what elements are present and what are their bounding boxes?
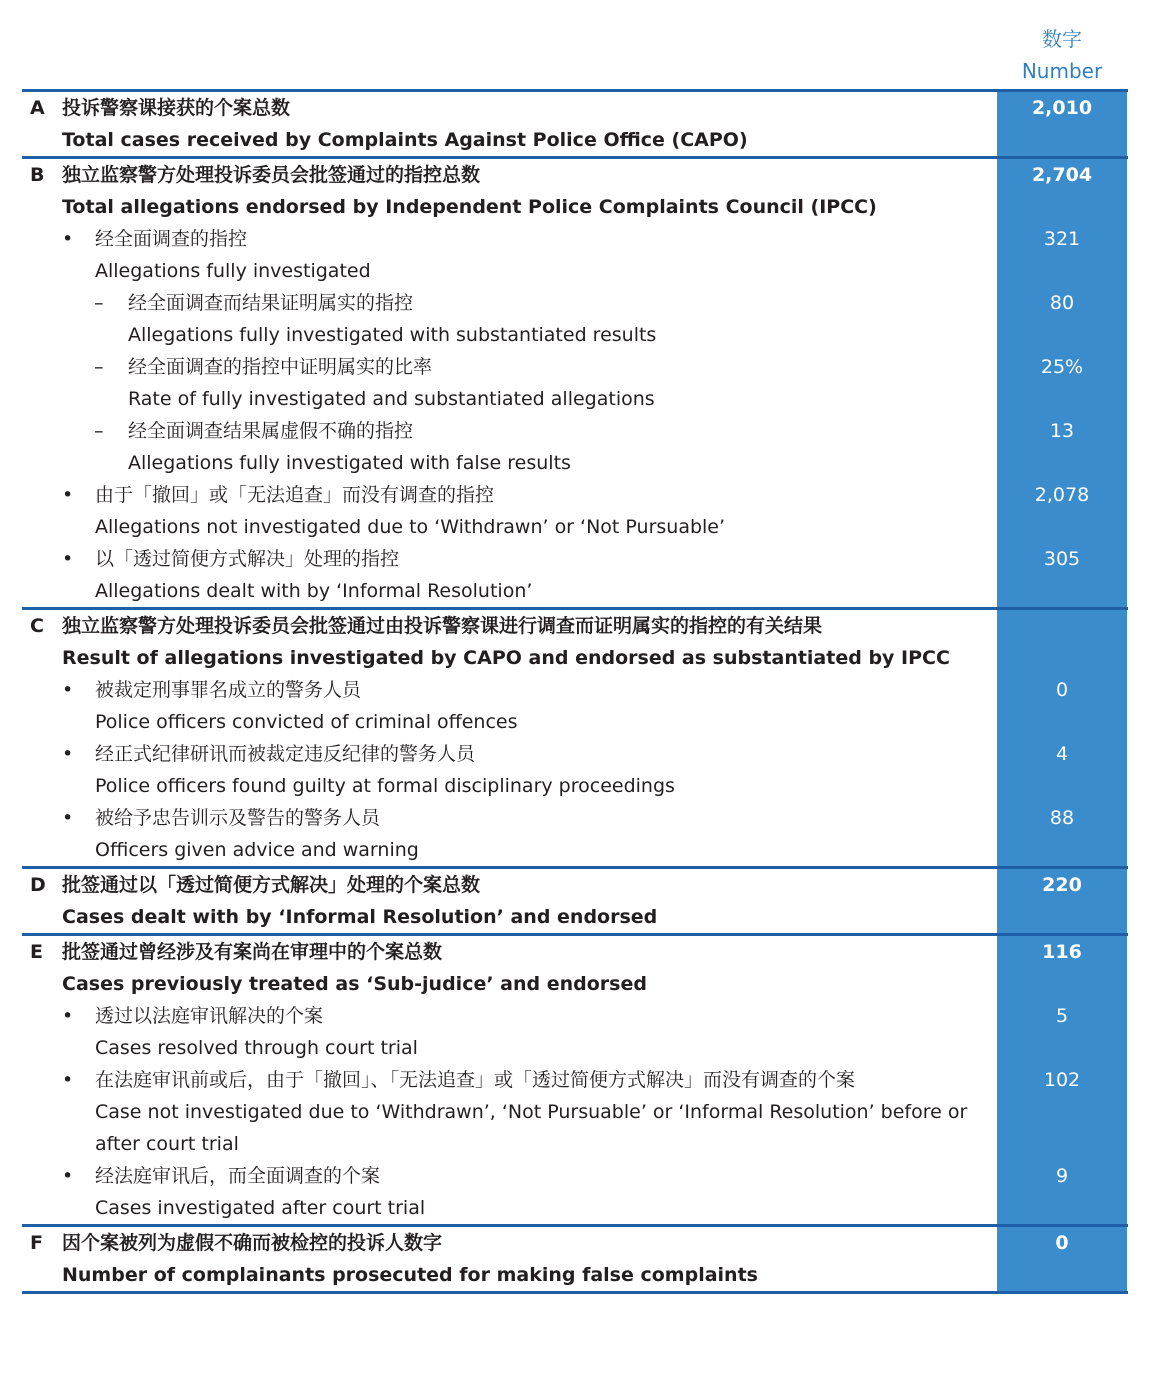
bullet-icon: • [62,1069,74,1091]
section-title-zh: 因个案被列为虚假不确而被检控的投诉人数字 [62,1232,443,1254]
section-heading-en [22,642,1128,674]
item-row-zh [22,674,1128,706]
bullet-icon: • [62,228,74,250]
section-total-value: 2,704 [1031,164,1093,186]
section-letter: C [30,615,44,637]
item-row-en [22,447,1128,479]
item-label-zh: 经法庭审讯后，而全面调查的个案 [95,1165,381,1187]
section-title-zh: 批签通过曾经涉及有案尚在审理中的个案总数 [62,941,443,963]
section-c [22,607,1128,866]
item-value: 0 [1055,679,1069,701]
section-title-en: Total cases received by Complaints Against Police Office (CAPO) [62,129,748,151]
item-label-zh: 透过以法庭审讯解决的个案 [95,1005,324,1027]
section-letter: F [30,1232,43,1254]
item-value: 321 [1043,228,1081,250]
item-row-zh [22,351,1128,383]
section-f [22,1224,1128,1294]
item-value: 9 [1055,1165,1069,1187]
item-label-en: Allegations fully investigated with false results [128,452,571,474]
number-header-en: Number [1021,59,1103,83]
section-total-value: 0 [1055,1232,1069,1254]
item-row-zh [22,223,1128,255]
item-value: 80 [1049,292,1075,314]
bullet-icon: • [62,1005,74,1027]
item-label-zh: 经全面调查的指控 [95,228,248,250]
item-row-en [22,319,1128,351]
bullet-icon: • [62,484,74,506]
item-row-en [22,1192,1128,1224]
item-row-en [22,1096,1128,1128]
item-value: 102 [1043,1069,1081,1091]
section-title-en: Cases previously treated as ‘Sub-judice’ and endorsed [62,973,647,995]
bullet-icon: • [62,743,74,765]
item-value: 4 [1055,743,1069,765]
section-title-en: Number of complainants prosecuted for making false complaints [62,1264,758,1286]
section-heading-zh [22,1227,1128,1259]
item-label-en: Officers given advice and warning [95,839,419,861]
item-row-en [22,770,1128,802]
item-label-zh: 以「透过简便方式解决」处理的指控 [95,548,400,570]
section-e [22,933,1128,1224]
section-total-value: 2,010 [1031,97,1093,119]
section-title-zh: 投诉警察课接获的个案总数 [62,97,291,119]
section-letter: E [30,941,43,963]
bullet-icon: • [62,1165,74,1187]
item-label-en: Cases resolved through court trial [95,1037,418,1059]
section-heading-en [22,191,1128,223]
item-row-zh [22,738,1128,770]
section-a [22,89,1128,156]
item-value: 88 [1049,807,1075,829]
statistics-table [22,89,1128,1294]
item-label-en: Rate of fully investigated and substantiated allegations [128,388,655,410]
item-row-en [22,1128,1128,1160]
section-title-zh: 独立监察警方处理投诉委员会批签通过的指控总数 [62,164,481,186]
section-title-en: Result of allegations investigated by CAPO and endorsed as substantiated by IPCC [62,647,950,669]
item-row-zh [22,287,1128,319]
section-total-value: 220 [1042,874,1082,896]
item-label-zh: 在法庭审讯前或后，由于「撤回」、「无法追查」或「透过简便方式解决」而没有调查的个案 [95,1069,856,1091]
section-heading-zh [22,159,1128,191]
section-b [22,156,1128,607]
section-letter: A [30,97,45,119]
bullet-icon: • [62,807,74,829]
item-label-en: Cases investigated after court trial [95,1197,426,1219]
item-row-zh [22,1160,1128,1192]
item-label-zh: 经全面调查而结果证明属实的指控 [128,292,414,314]
item-row-zh [22,1000,1128,1032]
item-row-en [22,383,1128,415]
item-row-en [22,511,1128,543]
section-letter: D [30,874,46,896]
item-label-en: after court trial [95,1133,239,1155]
section-heading-en [22,968,1128,1000]
item-label-en: Police officers found guilty at formal disciplinary proceedings [95,775,675,797]
item-row-en [22,706,1128,738]
item-row-en [22,1032,1128,1064]
section-title-zh: 独立监察警方处理投诉委员会批签通过由投诉警察课进行调查而证明属实的指控的有关结果 [62,615,823,637]
bullet-icon: • [62,548,74,570]
item-label-en: Allegations fully investigated with substantiated results [128,324,657,346]
item-row-zh [22,479,1128,511]
section-title-zh: 批签通过以「透过简便方式解决」处理的个案总数 [62,874,481,896]
dash-icon: – [94,420,104,442]
item-label-zh: 被裁定刑事罪名成立的警务人员 [95,679,362,701]
item-label-zh: 经全面调查的指控中证明属实的比率 [128,356,433,378]
item-row-zh [22,1064,1128,1096]
section-heading-en [22,1259,1128,1291]
dash-icon: – [94,356,104,378]
item-value: 25% [1040,356,1084,378]
section-heading-zh [22,92,1128,124]
item-row-zh [22,543,1128,575]
item-label-zh: 经全面调查结果属虚假不确的指控 [128,420,414,442]
section-heading-zh [22,869,1128,901]
item-row-en [22,255,1128,287]
item-label-en: Allegations dealt with by ‘Informal Resolution’ [95,580,533,602]
item-value: 305 [1043,548,1081,570]
number-header-zh: 数字 [1042,27,1082,51]
section-title-en: Cases dealt with by ‘Informal Resolution’ and endorsed [62,906,658,928]
section-letter: B [30,164,45,186]
section-heading-en [22,124,1128,156]
item-label-zh: 经正式纪律研讯而被裁定违反纪律的警务人员 [95,743,476,765]
item-row-zh [22,802,1128,834]
item-value: 5 [1055,1005,1069,1027]
item-value: 13 [1049,420,1075,442]
section-total-value: 116 [1042,941,1082,963]
item-label-zh: 由于「撤回」或「无法追查」而没有调查的指控 [95,484,495,506]
section-heading-zh [22,936,1128,968]
item-label-en: Police officers convicted of criminal offences [95,711,518,733]
dash-icon: – [94,292,104,314]
item-value: 2,078 [1034,484,1090,506]
section-d [22,866,1128,933]
section-title-en: Total allegations endorsed by Independent Police Complaints Council (IPCC) [62,196,877,218]
section-heading-en [22,901,1128,933]
item-row-en [22,834,1128,866]
item-label-en: Allegations not investigated due to ‘Withdrawn’ or ‘Not Pursuable’ [95,516,726,538]
item-row-en [22,575,1128,607]
item-label-zh: 被给予忠告训示及警告的警务人员 [95,807,381,829]
item-label-en: Case not investigated due to ‘Withdrawn’, ‘Not Pursuable’ or ‘Informal Resolution’ before or [95,1101,968,1123]
bullet-icon: • [62,679,74,701]
section-heading-zh [22,610,1128,642]
item-label-en: Allegations fully investigated [95,260,371,282]
item-row-zh [22,415,1128,447]
